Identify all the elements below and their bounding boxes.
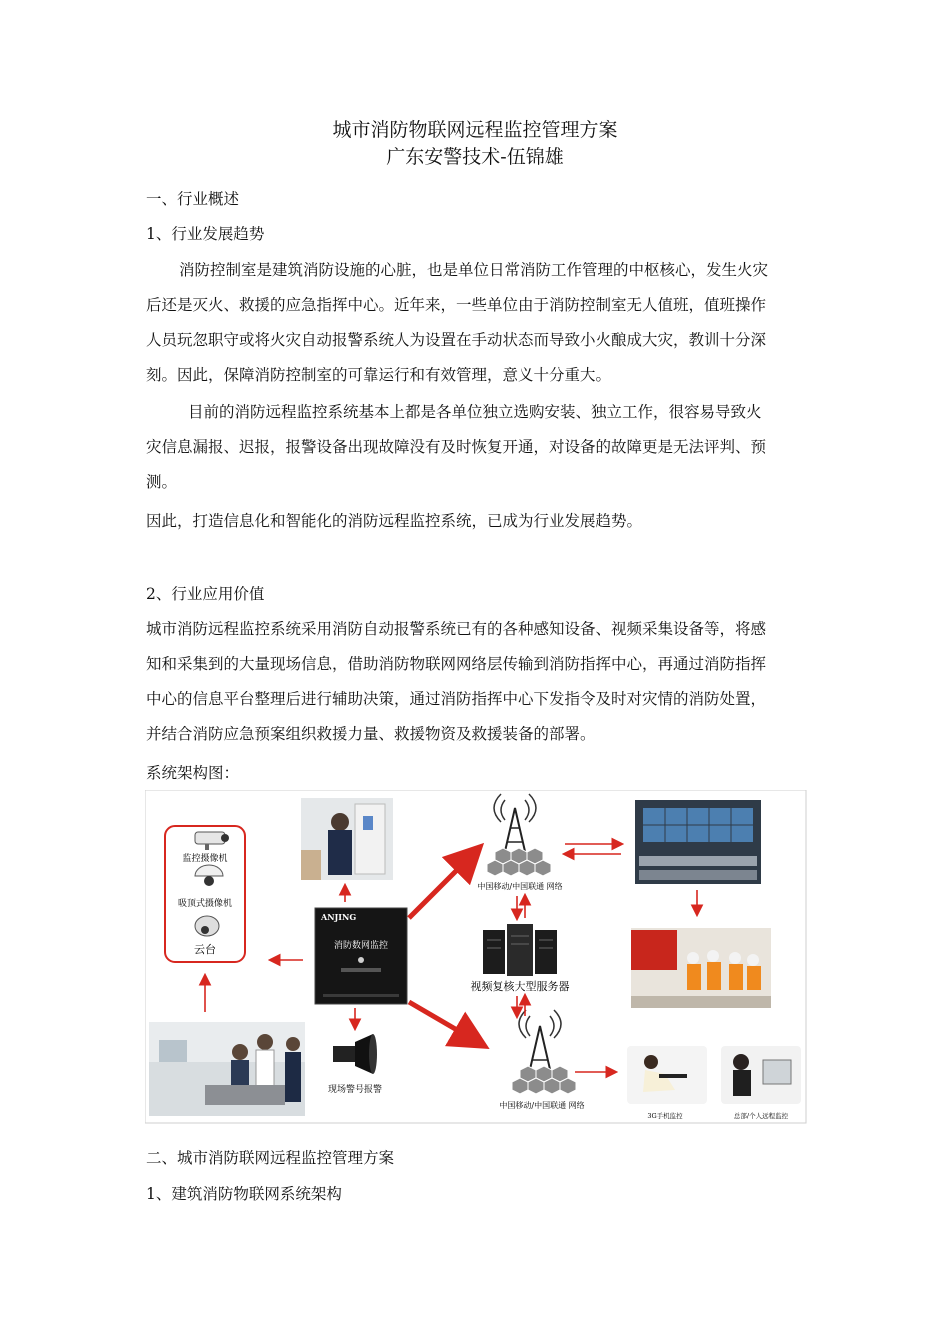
camera-group xyxy=(165,826,245,962)
paragraph-4 xyxy=(146,612,811,752)
firefighters-photo xyxy=(631,928,771,1008)
paragraph-line: 中心的信息平台整理后进行辅助决策，通过消防指挥中心下发指令及时对灾情的消防处置， xyxy=(146,690,767,708)
server-label: 视频复核大型服务器 xyxy=(470,980,570,993)
paragraph-line: 知和采集到的大量现场信息，借助消防物联网网络层传输到消防指挥中心，再通过消防指挥 xyxy=(146,655,767,673)
paragraph-3 xyxy=(146,504,811,539)
subsection-heading-1-2: 2、行业应用价值 xyxy=(146,585,265,603)
section-heading-1: 一、行业概述 xyxy=(146,190,240,208)
document-title: 城市消防物联网远程监控管理方案 xyxy=(332,119,618,141)
guard-photo xyxy=(301,798,393,880)
section-heading-2: 二、城市消防联网远程监控管理方案 xyxy=(146,1149,395,1167)
paragraph-line: 测。 xyxy=(146,473,178,491)
command-center-photo xyxy=(635,800,761,884)
mobile-user-photo xyxy=(627,1046,707,1104)
fire-network-monitor-device xyxy=(315,908,407,1004)
paragraph-1 xyxy=(146,253,811,393)
control-room-photo xyxy=(149,1022,305,1116)
paragraph-line: 灾信息漏报、迟报，报警设备出现故障没有及时恢复开通，对设备的故障更是无法评判、预 xyxy=(146,438,767,456)
paragraph-line: 人员玩忽职守或将火灾自动报警系统人为设置在手动状态而导致小火酿成大灾，教训十分深 xyxy=(146,331,767,349)
paragraph-line: 因此，打造信息化和智能化的消防远程监控系统，已成为行业发展趋势。 xyxy=(146,512,643,530)
device-brand: ANJING xyxy=(321,912,357,922)
tower-top-label: 中国移动/中国联通 网络 xyxy=(477,882,563,891)
mobile-label: 3G手机监控 xyxy=(647,1112,683,1120)
siren-label: 现场警号报警 xyxy=(327,1085,383,1095)
server-icon xyxy=(483,924,557,976)
paragraph-line: 目前的消防远程监控系统基本上都是各单位独立选购安装、独立工作，很容易导致火 xyxy=(188,403,762,421)
camera-label-3: 云台 xyxy=(194,943,216,956)
ptz-camera-icon xyxy=(195,916,219,936)
paragraph-line: 后还是灭火、救援的应急指挥中心。近年来，一些单位由于消防控制室无人值班，值班操作 xyxy=(146,296,767,314)
paragraph-line: 并结合消防应急预案组织救援力量、救援物资及救援装备的部署。 xyxy=(146,725,596,743)
paragraph-line: 刻。因此，保障消防控制室的可靠运行和有效管理，意义十分重大。 xyxy=(146,366,612,384)
paragraph-2 xyxy=(146,395,811,500)
subsection-heading-1-1: 1、行业发展趋势 xyxy=(146,225,265,243)
diagram-label: 系统架构图： xyxy=(146,764,240,782)
paragraph-line: 城市消防远程监控系统采用消防自动报警系统已有的各种感知设备、视频采集设备等，将感 xyxy=(146,620,767,638)
camera-label-2: 吸顶式摄像机 xyxy=(177,899,233,909)
camera-label-1: 监控摄像机 xyxy=(182,854,228,864)
pc-user-photo xyxy=(721,1046,801,1104)
device-name: 消防数网监控 xyxy=(333,941,389,951)
document-author: 广东安警技术-伍锦雄 xyxy=(386,146,564,168)
paragraph-line: 消防控制室是建筑消防设施的心脏，也是单位日常消防工作管理的中枢核心，发生火灾 xyxy=(179,261,769,279)
system-architecture-diagram xyxy=(145,790,807,1124)
tower-bottom-label: 中国移动/中国联通 网络 xyxy=(499,1101,585,1110)
pc-label: 总部/个人远程监控 xyxy=(733,1112,789,1120)
subsection-heading-2-1: 1、建筑消防物联网系统架构 xyxy=(146,1185,342,1203)
